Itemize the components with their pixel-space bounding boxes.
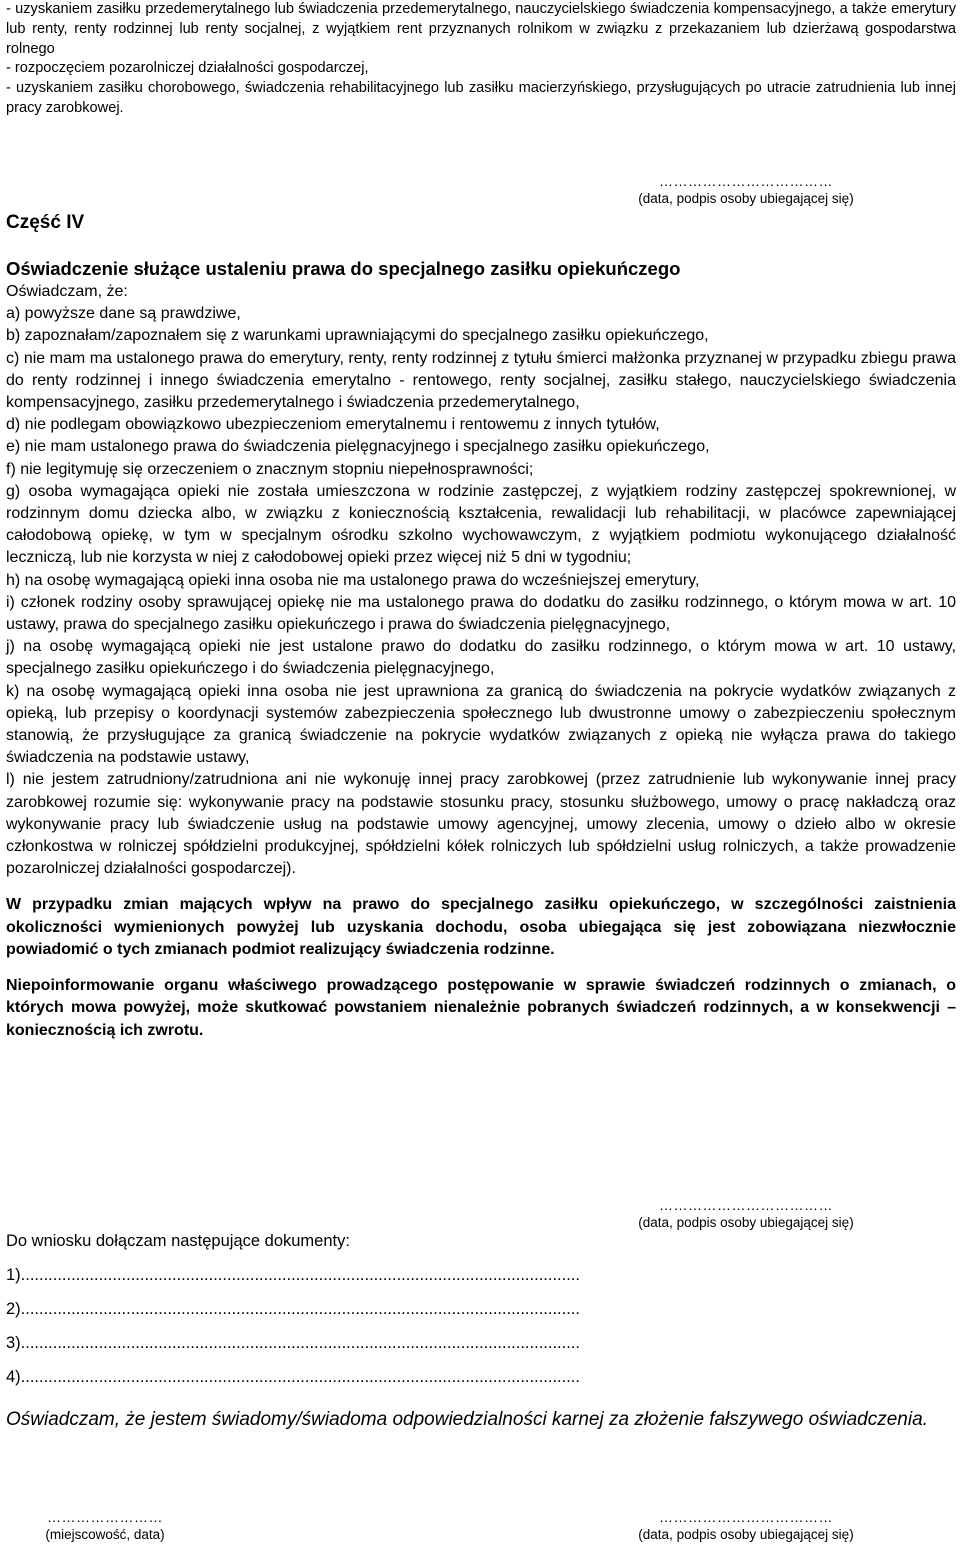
signature-dots: …………………… (47, 1509, 163, 1525)
signature-label: (data, podpis osoby ubiegającej się) (638, 1215, 854, 1230)
signature-label: (miejscowość, data) (45, 1527, 165, 1542)
top-line-2: - rozpoczęciem pozarolniczej działalności gospodarczej, (6, 60, 369, 77)
top-section (6, 0, 956, 119)
notice-change-obligation: W przypadku zmian mających wpływ na prawo do specjalnego zasiłku opiekuńczego, w szczególności zaistnienia okoliczności wymienionych powyżej lub uzyskania dochodu, osoba ubiegająca się jest zobowiązana niezwłocznie powiadomić o tych zmianach podmiot realizujący świadczenia rodzinne. (6, 896, 956, 958)
top-line-1: - uzyskaniem zasiłku przedemerytalnego lub świadczenia przedemerytalnego, nauczycielskiego świadczenia kompensacyjnego, a także emerytury lub renty, renty rodzinnej lub renty socjalnej, z wyjątkiem rent przyznanych rolnikom w związku z przekazaniem lub dzierżawą gospodarstwa rolnego (6, 1, 956, 57)
statement-section (6, 257, 956, 1042)
final-statement: Oświadczam, że jestem świadomy/świadoma odpowiedzialności karnej za złożenie fałszywego oświadczenia. (6, 1409, 928, 1430)
statement-item-i: i) członek rodziny osoby sprawującej opiekę nie ma ustalonego prawa do dodatku do zasiłku rodzinnego, o którym mowa w art. 10 ustawy, prawa do specjalnego zasiłku opiekuńczego i prawa do świadczenia pielęgnacyjnego, (6, 593, 956, 634)
signature-block-2 (566, 1196, 926, 1232)
signature-dots: ……………………………… (659, 1197, 833, 1213)
document-line-4: 4).......................................................................................................................... (6, 1368, 580, 1386)
documents-heading: Do wniosku dołączam następujące dokumenty: (6, 1232, 350, 1250)
statement-item-j: j) na osobę wymagającą opieki nie jest ustalone prawo do dodatku do zasiłku rodzinnego, o którym mowa w art. 10 ustawy, specjalnego zasiłku opiekuńczego i do świadczenia pielęgnacyjnego, (6, 638, 956, 678)
statement-item-e: e) nie mam ustalonego prawa do świadczenia pielęgnacyjnego i specjalnego zasiłku opiekuńczego, (6, 438, 710, 456)
part-heading: Część IV (6, 212, 85, 233)
document-line-3: 3).......................................................................................................................... (6, 1334, 580, 1352)
signature-dots: ……………………………… (659, 1509, 833, 1525)
statement-item-a: a) powyższe dane są prawdziwe, (6, 305, 241, 323)
signature-block-place (20, 1508, 190, 1544)
signature-dots: ……………………………… (659, 173, 833, 189)
statement-item-g: g) osoba wymagająca opieki nie została umieszczona w rodzinie zastępczej, z wyjątkiem rodziny zastępczej spokrewnionej, w rodzinnym domu dziecka albo, w związku z koniecznością kształcenia, rewalidacji lub rehabilitacji, w placówce zapewniającej całodobową opiekę, w tym w specjalnym ośrodku szkolno wychowawczym, z wyjątkiem podmiotu wykonującego działalność leczniczą, lub nie korzysta w niej z całodobowej opieki przez więcej niż 5 dni w tygodniu; (6, 482, 956, 567)
signature-label: (data, podpis osoby ubiegającej się) (638, 191, 854, 206)
statement-intro: Oświadczam, że: (6, 283, 128, 300)
top-line-3: - uzyskaniem zasiłku chorobowego, świadczenia rehabilitacyjnego lub zasiłku macierzyńskiego, przysługujących po utracie zatrudnienia lub innej pracy zarobkowej. (6, 80, 956, 116)
statement-item-b: b) zapoznałam/zapoznałem się z warunkami uprawniającymi do specjalnego zasiłku opiekuńczego, (6, 327, 709, 345)
statement-item-k: k) na osobę wymagającą opieki inna osoba nie jest uprawniona za granicą do świadczenia na pokrycie wydatków związanych z opieką, lub przepisy o koordynacji systemów zabezpieczenia społecznego lub dwustronne umowy o zabezpieczeniu społecznym stanowią, że przysługujące za granicą świadczenie na pokrycie wydatków związanych z opieką nie wyłącza prawa do takiego świadczenia na podstawie ustawy, (6, 682, 956, 767)
document-line-1: 1).......................................................................................................................... (6, 1266, 580, 1284)
notice-consequences: Niepoinformowanie organu właściwego prowadzącego postępowanie w sprawie świadczeń rodzinnych o zmianach, o których mowa powyżej, może skutkować powstaniem nienależnie pobranych świadczeń rodzinnych, a w konsekwencji – koniecznością ich zwrotu. (6, 977, 956, 1039)
statement-item-l: l) nie jestem zatrudniony/zatrudniona ani nie wykonuję innej pracy zarobkowej (przez zatrudnienie lub wykonywanie innej pracy zarobkowej rozumie się: wykonywanie pracy na podstawie stosunku pracy, stosunku służbowego, umowy o pracę nakładczą oraz wykonywanie pracy lub świadczenie usług na podstawie umowy agencyjnej, umowy zlecenia, umowy o dzieło albo w okresie członkostwa w rolniczej spółdzielni produkcyjnej, spółdzielni kółek rolniczych lub spółdzielni usług rolniczych, a także prowadzenie pozarolniczej działalności gospodarczej). (6, 771, 956, 878)
statement-item-c: c) nie mam ma ustalonego prawa do emerytury, renty, renty rodzinnej z tytułu śmierci małżonka przyznanej w przypadku zbiegu prawa do renty rodzinnej i innego świadczenia emerytalno - rentowego, renty socjalnej, zasiłku stałego, nauczycielskiego świadczenia kompensacyjnego, zasiłku przedemerytalnego i świadczenia przedemerytalnego, (6, 349, 956, 412)
document-line-2: 2).......................................................................................................................... (6, 1300, 580, 1318)
statement-item-f: f) nie legitymuję się orzeczeniem o znacznym stopniu niepełnosprawności; (6, 460, 534, 478)
statement-title: Oświadczenie służące ustaleniu prawa do specjalnego zasiłku opiekuńczego (6, 258, 681, 279)
signature-block-1 (566, 172, 926, 208)
signature-block-3 (566, 1508, 926, 1544)
signature-label: (data, podpis osoby ubiegającej się) (638, 1527, 854, 1542)
statement-item-d: d) nie podlegam obowiązkowo ubezpieczeniom emerytalnemu i rentowemu z innych tytułów, (6, 416, 660, 434)
statement-item-h: h) na osobę wymagającą opieki inna osoba nie ma ustalonego prawa do wcześniejszej emerytury, (6, 571, 700, 589)
